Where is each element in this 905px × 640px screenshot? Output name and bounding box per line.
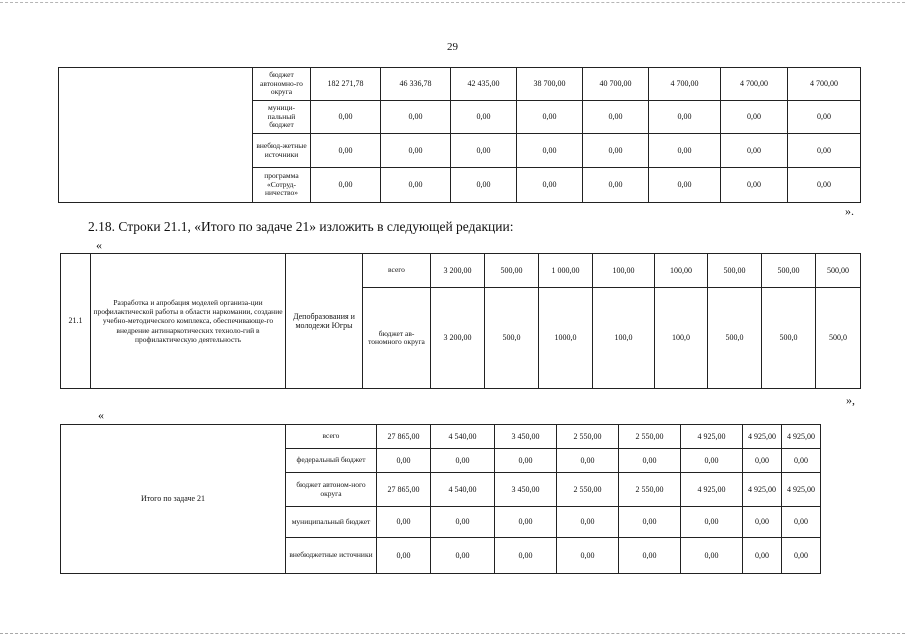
value-cell: 1000,0 bbox=[539, 288, 593, 389]
row-label: муниципальный бюджет bbox=[286, 507, 377, 538]
value-cell: 27 865,00 bbox=[377, 473, 431, 507]
value-cell: 4 700,00 bbox=[649, 68, 721, 101]
value-cell: 4 925,00 bbox=[782, 473, 821, 507]
value-cell: 0,00 bbox=[619, 507, 681, 538]
value-cell: 0,00 bbox=[557, 449, 619, 473]
value-cell: 46 336,78 bbox=[381, 68, 451, 101]
page-number: 29 bbox=[447, 41, 458, 53]
value-cell: 500,00 bbox=[762, 254, 816, 288]
value-cell: 500,00 bbox=[816, 254, 861, 288]
table-row bbox=[61, 254, 861, 288]
value-cell: 0,00 bbox=[495, 507, 557, 538]
value-cell: 0,00 bbox=[311, 134, 381, 168]
value-cell: 3 450,00 bbox=[495, 473, 557, 507]
value-cell: 0,00 bbox=[721, 168, 788, 203]
value-cell: 4 925,00 bbox=[681, 473, 743, 507]
value-cell: 0,00 bbox=[743, 507, 782, 538]
row-label: внебюджетные источники bbox=[286, 538, 377, 574]
value-cell: 4 925,00 bbox=[782, 425, 821, 449]
value-cell: 0,00 bbox=[681, 449, 743, 473]
value-cell: 4 925,00 bbox=[743, 473, 782, 507]
value-cell: 0,00 bbox=[649, 168, 721, 203]
value-cell: 3 200,00 bbox=[431, 254, 485, 288]
value-cell: 0,00 bbox=[517, 101, 583, 134]
value-cell: 100,00 bbox=[593, 254, 655, 288]
total-title: Итого по задаче 21 bbox=[61, 425, 286, 574]
value-cell: 0,00 bbox=[517, 168, 583, 203]
value-cell: 0,00 bbox=[377, 449, 431, 473]
value-cell: 0,00 bbox=[788, 168, 861, 203]
value-cell: 40 700,00 bbox=[583, 68, 649, 101]
scan-edge-top bbox=[0, 2, 905, 3]
value-cell: 500,00 bbox=[708, 254, 762, 288]
value-cell: 182 271,78 bbox=[311, 68, 381, 101]
row-label: федеральный бюджет bbox=[286, 449, 377, 473]
task-description: Разработка и апробация моделей организа-ции профилактической работы в области наркомании, создание учебно-методического комплекса, обеспечивающе-го внедрение антинаркотических техноло-гий в профилактическую деятельность bbox=[91, 254, 286, 389]
value-cell: 0,00 bbox=[377, 538, 431, 574]
opening-quote: « bbox=[98, 408, 104, 422]
value-cell: 4 540,00 bbox=[431, 473, 495, 507]
table-row bbox=[59, 68, 861, 101]
value-cell: 0,00 bbox=[557, 507, 619, 538]
value-cell: 0,00 bbox=[451, 168, 517, 203]
row-label: бюджет автономно-го округа bbox=[253, 68, 311, 101]
value-cell: 0,00 bbox=[619, 538, 681, 574]
value-cell: 2 550,00 bbox=[619, 473, 681, 507]
value-cell: 0,00 bbox=[788, 134, 861, 168]
value-cell: 0,00 bbox=[451, 134, 517, 168]
value-cell: 500,0 bbox=[485, 288, 539, 389]
value-cell: 2 550,00 bbox=[619, 425, 681, 449]
value-cell: 500,0 bbox=[816, 288, 861, 389]
table-row bbox=[61, 425, 861, 449]
value-cell: 0,00 bbox=[431, 449, 495, 473]
value-cell: 0,00 bbox=[583, 101, 649, 134]
value-cell: 0,00 bbox=[782, 507, 821, 538]
value-cell: 0,00 bbox=[381, 168, 451, 203]
row-number: 21.1 bbox=[61, 254, 91, 389]
value-cell: 27 865,00 bbox=[377, 425, 431, 449]
table-total-task-21 bbox=[60, 424, 861, 574]
value-cell: 0,00 bbox=[451, 101, 517, 134]
value-cell: 500,0 bbox=[708, 288, 762, 389]
blank-cell bbox=[59, 68, 253, 203]
row-label: внебюд-жетные источники bbox=[253, 134, 311, 168]
value-cell: 4 540,00 bbox=[431, 425, 495, 449]
value-cell: 0,00 bbox=[381, 134, 451, 168]
opening-quote: « bbox=[96, 238, 102, 252]
section-heading: 2.18. Строки 21.1, «Итого по задаче 21» изложить в следующей редакции: bbox=[88, 219, 514, 234]
value-cell: 0,00 bbox=[681, 538, 743, 574]
value-cell: 0,00 bbox=[583, 134, 649, 168]
value-cell: 0,00 bbox=[782, 449, 821, 473]
value-cell: 0,00 bbox=[431, 538, 495, 574]
table-task-21-1 bbox=[60, 253, 861, 389]
value-cell: 4 925,00 bbox=[743, 425, 782, 449]
row-label: бюджет автоном-ного округа bbox=[286, 473, 377, 507]
value-cell: 100,0 bbox=[593, 288, 655, 389]
row-label: всего bbox=[363, 254, 431, 288]
value-cell: 0,00 bbox=[381, 101, 451, 134]
row-label: программа «Сотруд-ничество» bbox=[253, 168, 311, 203]
scan-edge-bottom bbox=[0, 633, 905, 634]
executor: Депобразования и молодежи Югры bbox=[286, 254, 363, 389]
value-cell: 0,00 bbox=[431, 507, 495, 538]
value-cell: 0,00 bbox=[557, 538, 619, 574]
value-cell: 0,00 bbox=[649, 134, 721, 168]
value-cell: 500,00 bbox=[485, 254, 539, 288]
value-cell: 4 700,00 bbox=[788, 68, 861, 101]
value-cell: 0,00 bbox=[782, 538, 821, 574]
value-cell: 0,00 bbox=[517, 134, 583, 168]
closing-quote: », bbox=[846, 393, 855, 407]
value-cell: 0,00 bbox=[495, 538, 557, 574]
value-cell: 0,00 bbox=[649, 101, 721, 134]
value-cell: 0,00 bbox=[311, 168, 381, 203]
value-cell: 3 200,00 bbox=[431, 288, 485, 389]
value-cell: 0,00 bbox=[495, 449, 557, 473]
value-cell: 1 000,00 bbox=[539, 254, 593, 288]
row-label: бюджет ав-тономного округа bbox=[363, 288, 431, 389]
value-cell: 0,00 bbox=[721, 101, 788, 134]
value-cell: 0,00 bbox=[681, 507, 743, 538]
value-cell: 4 700,00 bbox=[721, 68, 788, 101]
value-cell: 100,0 bbox=[655, 288, 708, 389]
value-cell: 0,00 bbox=[583, 168, 649, 203]
value-cell: 100,00 bbox=[655, 254, 708, 288]
value-cell: 0,00 bbox=[743, 449, 782, 473]
value-cell: 4 925,00 bbox=[681, 425, 743, 449]
value-cell: 0,00 bbox=[619, 449, 681, 473]
value-cell: 500,0 bbox=[762, 288, 816, 389]
value-cell: 2 550,00 bbox=[557, 473, 619, 507]
value-cell: 0,00 bbox=[377, 507, 431, 538]
closing-quote: ». bbox=[845, 204, 854, 218]
value-cell: 0,00 bbox=[311, 101, 381, 134]
value-cell: 0,00 bbox=[788, 101, 861, 134]
value-cell: 42 435,00 bbox=[451, 68, 517, 101]
row-label: всего bbox=[286, 425, 377, 449]
value-cell: 0,00 bbox=[743, 538, 782, 574]
table-top bbox=[58, 67, 861, 203]
value-cell: 2 550,00 bbox=[557, 425, 619, 449]
row-label: муници-пальный бюджет bbox=[253, 101, 311, 134]
value-cell: 38 700,00 bbox=[517, 68, 583, 101]
value-cell: 0,00 bbox=[721, 134, 788, 168]
value-cell: 3 450,00 bbox=[495, 425, 557, 449]
